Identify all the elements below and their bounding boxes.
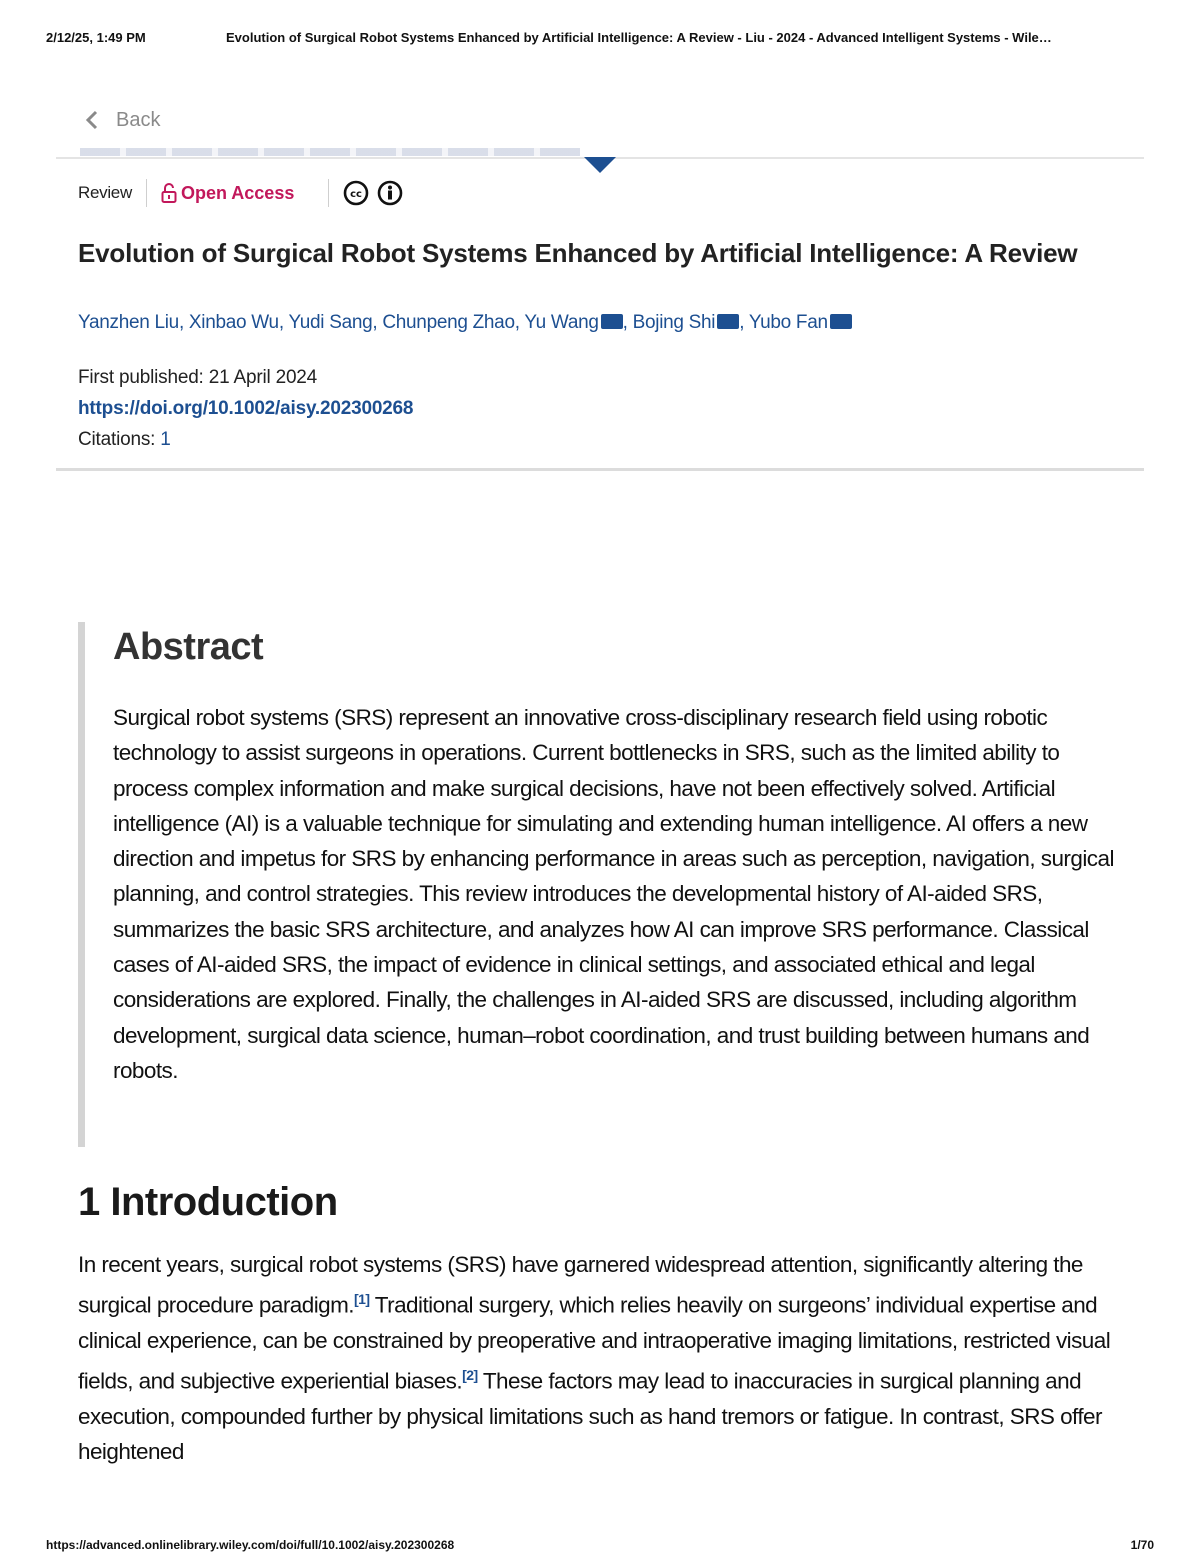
author-separator: , — [514, 312, 525, 333]
unlock-icon — [161, 183, 177, 203]
author-link[interactable]: Yudi Sang — [288, 312, 373, 333]
author-link[interactable]: Yubo Fan — [748, 312, 828, 333]
back-label: Back — [116, 108, 161, 131]
email-icon[interactable] — [601, 314, 623, 329]
first-published-date: 21 April 2024 — [208, 367, 318, 388]
doi-link[interactable]: https://doi.org/10.1002/aisy.202300268 — [78, 398, 414, 419]
header-bottom-divider — [56, 468, 1144, 471]
citations-label: Citations: — [78, 429, 161, 450]
author-separator: , — [739, 312, 749, 333]
author-link[interactable]: Yu Wang — [524, 312, 599, 333]
publication-info — [78, 362, 413, 455]
author-link[interactable]: Yanzhen Liu — [78, 312, 179, 333]
first-published — [78, 362, 413, 393]
print-header — [46, 30, 1154, 45]
open-access-badge[interactable] — [161, 183, 294, 204]
author-separator: , — [622, 312, 633, 333]
author-link[interactable]: Chunpeng Zhao — [382, 312, 515, 333]
abstract-text: Surgical robot systems (SRS) represent an innovative cross-disciplinary research field using robotic technology to assist surgeons in operations. Current bottlenecks in SRS, such as the limited ability to process complex information and make surgical decisions, have not been effectively solved. Artificial intelligence (AI) is a valuable technique for simulating and extending human intelligence. AI offers a new direction and impetus for SRS by enhancing performance in areas such as perception, navigation, surgical planning, and control strategies. This review introduces the developmental history of AI-aided SRS, summarizes the basic SRS architecture, and analyzes how AI can improve SRS performance. Classical cases of AI-aided SRS, the impact of evidence in clinical settings, and associated ethical and legal considerations are explored. Finally, the challenges in AI-aided SRS are discussed, including algorithm development, surgical data science, human–robot coordination, and trust building between humans and robots. — [113, 705, 1114, 1083]
introduction-text — [78, 1247, 1133, 1470]
article-type: Review — [78, 183, 132, 202]
introduction-heading: 1 Introduction — [78, 1180, 338, 1224]
email-icon[interactable] — [717, 314, 739, 329]
journal-breadcrumb — [80, 148, 580, 156]
license-icons[interactable] — [343, 180, 403, 206]
author-link[interactable]: Xinbao Wu — [188, 312, 279, 333]
abstract-heading: Abstract — [113, 626, 264, 668]
print-datetime: 2/12/25, 1:49 PM — [46, 30, 146, 45]
article-meta-row — [78, 178, 403, 208]
reference-link[interactable]: [1] — [354, 1291, 370, 1308]
cc-icon — [343, 180, 369, 206]
intro-text-part: Traditional surgery, which relies heavily on surgeons’ individual expertise and clinical experience, can be constrained by preoperative and intraoperative imaging limitations, restricted visual fields, and subjective experiential biases. — [78, 1292, 1111, 1394]
author-separator: , — [372, 312, 383, 333]
citations-count-link[interactable]: 1 — [160, 429, 171, 450]
author-list — [78, 312, 1138, 334]
intro-text-part: In recent years, surgical robot systems (SRS) have garnered widespread attention, significantly altering the surgical procedure paradigm. — [78, 1252, 1083, 1318]
open-access-label: Open Access — [180, 182, 295, 203]
svg-text:cc: cc — [350, 189, 363, 200]
page-number: 1/70 — [1130, 1538, 1154, 1552]
back-link[interactable] — [82, 108, 160, 132]
first-published-label: First published: — [78, 367, 209, 388]
print-title: Evolution of Surgical Robot Systems Enhanced by Artificial Intelligence: A Review - Liu - 2024 - Advanced Intelligent Systems - Wile… — [226, 30, 1052, 45]
article-title: Evolution of Surgical Robot Systems Enhanced by Artificial Intelligence: A Review — [78, 238, 1078, 268]
citations — [78, 424, 413, 455]
print-url: https://advanced.onlinelibrary.wiley.com/doi/full/10.1002/aisy.202300268 — [46, 1538, 455, 1552]
meta-separator — [328, 179, 329, 207]
by-icon — [377, 180, 403, 206]
dropdown-caret-icon[interactable] — [584, 157, 616, 173]
reference-link[interactable]: [2] — [462, 1367, 478, 1384]
meta-separator — [146, 179, 147, 207]
chevron-left-icon — [82, 108, 102, 132]
print-footer — [46, 1538, 1154, 1552]
author-separator: , — [278, 312, 289, 333]
email-icon[interactable] — [830, 314, 852, 329]
author-link[interactable]: Bojing Shi — [632, 312, 716, 333]
author-separator: , — [178, 312, 189, 333]
intro-text-part: These factors may lead to inaccuracies in surgical planning and execution, compounded further by physical limitations such as hand tremors or fatigue. In contrast, SRS offer heightened — [78, 1368, 1102, 1465]
